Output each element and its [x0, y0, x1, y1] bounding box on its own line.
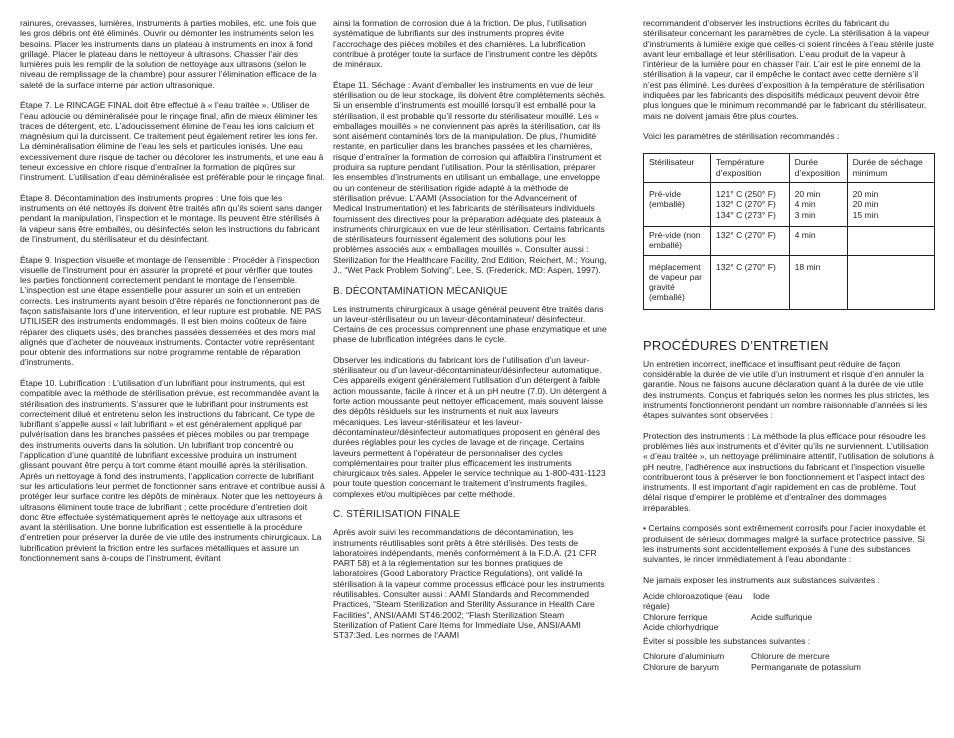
table-header-cell: Durée d’exposition	[789, 154, 847, 183]
table-cell: Pré-vide (emballé)	[644, 183, 711, 227]
paragraph-corrosive-compounds: • Certains composés sont extrêmement corrosifs pour l’acier inoxydable et produisent de sérieux dommages malgré la surface protectrice passive. Si les instruments sont accidentellement exposés à l’une des substances suivantes, le rincer immédiatement à l’eau abondante :	[643, 523, 926, 565]
table-cell: 20 min 20 min 15 min	[847, 183, 934, 227]
paragraph-maintenance-intro: Un entretien incorrect, inefficace et insuffisant peut réduire de façon considérable la durée de vie utile d’un instrument et risque d’en annuler la garantie. Nous ne faisons aucune déclaration quant à la durée de vie utile des instruments. Conçus et fabriqués selon les normes les plus strictes, les instruments fonctionneront pendant un nombre raisonnable d’années si les étapes suivantes sont observées :	[643, 358, 930, 421]
table-header-cell: Stérilisateur	[644, 154, 711, 183]
text-column-1	[20, 18, 325, 563]
paragraph-washer-instructions: Observer les indications du fabricant lors de l’utilisation d’un laveur-stérilisateur ou d’un laveur-décontaminateur/désinfecteur automatique. Ces appareils exigent généralement l’utilisation d’un détergent à faible action moussante, facile à rincer et à un pH neutre (7.0). Un détergent à forte action moussante peut nettoyer efficacement, mais souvent laisse des dépôts résiduels sur les instruments et nuit aux laveurs mécaniques. Les laveur-stérilisateur et les laveur-décontaminateur/désinfecteur automatiques proposent en général des durées réglables pour les cycles de lavage et de rinçage. Certains laveurs permettent à l’opérateur de personnaliser des cycles complémentaires pour traiter plus efficacement les instruments chirurgicaux très sales. Appeler le service technique au 1-800-431-1123 pour toute question concernant le traitement d’instruments fragiles, complexes et/ou multipièces par cette méthode.	[333, 354, 607, 499]
table-row	[644, 255, 935, 309]
list-item: Chlorure de mercure	[751, 651, 830, 662]
never-expose-list	[643, 591, 935, 632]
list-item: Iode	[753, 590, 770, 601]
table-header-row	[644, 154, 935, 183]
table-header-cell: Durée de séchage minimum	[847, 154, 934, 183]
table-cell	[847, 226, 934, 255]
text-column-2	[333, 18, 608, 640]
table-cell: 132° C (270° F)	[710, 255, 789, 309]
heading-final-sterilization: C. STÉRILISATION FINALE	[333, 509, 461, 521]
paragraph-washer-types: Les instruments chirurgicaux à usage général peuvent être traités dans un laveur-stérilisateur ou un laveur-décontaminateur/ désinfecteur. Certains de ces processus comprennent une phase enzymatique et une phase de lubrification intégrées dans le cycle.	[333, 303, 607, 345]
paragraph-aami-recommendations: recommandent d’observer les instructions écrites du fabricant du stérilisateur concernant les paramètres de cycle. La stérilisation à la vapeur d’instruments à lumière exige que celles-ci soient rincées à l’eau stérile juste avant leur emballage et leur stérilisation. L’eau produit de la vapeur à l’intérieur de la lumière pour en chasser l’air. L’air est le pire ennemi de la stérilisation à la vapeur, car il empêche le contact avec cette dernière s’il n’est pas éliminé. Les durées d’exposition à la température de stérilisation indiquées par les fabricants des dispositifs médicaux peuvent devoir être plus longues que le minimum recommandé par le fabricant du stérilisateur, mais ne doivent jamais être plus courtes.	[643, 18, 934, 121]
list-item: Acide chloroazotique (eau régale)	[643, 590, 743, 612]
paragraph-step-11-drying: Étape 11. Séchage : Avant d’emballer les instruments en vue de leur stérilisation ou de leur stockage, ils doivent être complètements séchés. Si un ensemble d’instruments est mouillé lorsqu’il est emballé pour la stérilisation, il est probable qu’il ressorte du stérilisateur mouillé. Les « emballages mouillés » ne conviennent pas après la stérilisation, car ils sont aisément contaminés lors de la manipulation. De plus, l’humidité restante, en particulier dans les branches passées et les charnières, risque d’entraîner la formation de corrosion qui affaiblira l’instrument et produira sa rupture pendant l’utilisation. Pour la stérilisation, préparer les ensembles d’instruments en utilisant un emballage, une enveloppe ou un conteneur de stérilisation rigide adapté à la méthode de stérilisation prévue. L’AAMI (Association for the Advancement of Medical Instrumentation) et les fabricants de stérilisateurs individuels fournissent des directives pour la préparation adéquate des plateaux à instruments chirurgicaux en vue de leur stérilisation. Certains fabricants de stérilisateurs fournissent également des solutions pour les problèmes associés aux « emballages mouillés ». Consulter aussi : Sterilization for the Healthcare Facility, 2nd Edition, Reichert, M.; Young, J., “Wet Pack Problem Solving”, Lee, S. (Frederick, MD: Aspen, 1997).	[333, 79, 607, 276]
list-item: Chlorure ferrique	[643, 611, 708, 622]
paragraph-step-10-lubrication: Étape 10. Lubrification : L’utilisation d’un lubrifiant pour instruments, qui est compatible avec la méthode de stérilisation prévue, est recommandée avant la stérilisation des instruments. S’assurer que le lubrifiant pour instruments est correctement dilué et entretenu selon les instructions du fabricant. Ce type de lubrifiant s’appelle aussi « lait lubrifiant » et est généralement appliqué par pulvérisation dans les branches passées et pièces mobiles ou par trempage des instruments ouverts dans la solution. Un lubrifiant trop concentré ou l’application d’une quantité de lubrifiant excessive produira un instrument glissant pouvant être perçu à tort comme étant mouillé après la stérilisation. Après un nettoyage à fond des instruments, l’application correcte de lubrifiant sur les articulations leur permet de fonctionner sans entrave et contribue aussi à protéger leur surface contre les dépôts de minéraux. Noter que les nettoyeurs à ultrasons éliminent toute trace de lubrifiant ; cette procédure d’entretien doit donc être effectuée systématiquement après le nettoyage aux ultrasons et avant la stérilisation. Une bonne lubrification est essentielle à la procédure d’entretien pour préserver la durée de vie utile des instruments chirurgicaux. La lubrification prévient la friction entre les surfaces métalliques et assure un fonctionnement sans à-coups de l’instrument, évitant	[20, 377, 325, 563]
table-cell: Pré-vide (non emballé)	[644, 226, 711, 255]
table-cell: 121° C (250° F) 132° C (270° F) 134° C (273° F)	[710, 183, 789, 227]
table-cell: 18 min	[789, 255, 847, 309]
text-column-3	[643, 18, 935, 672]
list-item	[751, 622, 935, 632]
table-header-cell: Température d’exposition	[710, 154, 789, 183]
table-cell: méplacement de vapeur par gravité (emballé)	[644, 255, 711, 309]
sterilization-parameters-table	[643, 153, 935, 309]
list-item: Permanganate de potassium	[751, 661, 861, 672]
paragraph-step-8-decontamination: Étape 8. Décontamination des instruments propres : Une fois que les instruments on été nettoyés ils doivent être traités afin qu’ils soient sans danger pendant la manipulation, l’inspection et le montage. Ils peuvent être stérilisés à la vapeur sans être emballés, ou désinfectés selon les instructions du fabricant de l’instrument, du stérilisateur et du désinfectant.	[20, 192, 323, 245]
paragraph-never-expose: Ne jamais exposer les instruments aux substances suivantes :	[643, 574, 880, 585]
paragraph-avoid-if-possible: Éviter si possible les substances suivantes :	[643, 636, 811, 647]
list-item: Chlorure de baryum	[643, 661, 719, 672]
paragraph-lubrication-continued: ainsi la formation de corrosion due à la friction. De plus, l’utilisation systématique de lubrifiants sur des instruments propres évite l’accrochage des pièces mobiles et des charnières. La lubrification contribue à protéger toute la surface de l’instrument contre les dépôts de minéraux.	[333, 18, 598, 70]
table-row	[644, 226, 935, 255]
heading-mechanical-decontamination: B. DÉCONTAMINATION MÉCANIQUE	[333, 285, 508, 297]
paragraph-instrument-protection: Protection des instruments : La méthode la plus efficace pour résoudre les problèmes liés aux instruments et d’éviter qu’ils ne surviennent. L’utilisation « d’eau traitée », un nettoyage préliminaire attentif, l’utilisation de solutions à pH neutre, l’adhérence aux instructions du fabricant et l’inspection visuelle contribueront tous à préserver le bon fonctionnement et l’aspect intact des instruments. Il est important d’agir rapidement en cas de problème. Tout délai risque d’empirer le problème et d’entraîner des dommages irréparables.	[643, 430, 934, 513]
paragraph-parameters-intro: Voici les paramètres de stérilisation recommandés :	[643, 131, 840, 142]
avoid-list	[643, 651, 935, 672]
list-item: Chlorure d’aluminium	[643, 651, 725, 662]
table-cell: 20 min 4 min 3 min	[789, 183, 847, 227]
list-item: Acide chlorhydrique	[643, 621, 719, 632]
table-row	[644, 183, 935, 227]
paragraph-step-7-final-rinse: Étape 7. Le RINCAGE FINAL doit être effectué à « l’eau traitée ». Utiliser de l’eau adoucie ou déminéralisée pour le rinçage final, afin de mieux éliminer les traces de détergent, etc. L’adoucissement élimine de l’eau les ions calcium et magnésium qui la durcissent. Ce traitement peut également retirer les ions fer. La déminéralisation élimine de l’eau les sels et particules ionisés. Une eau excessivement dure risque de tacher ou décolorer les instruments, et une eau à teneur excessive en chlore risque d’entraîner la formation de piqûres sur l’instrument. L’utilisation d’eau déminéralisée est préférable pour le rinçage final.	[20, 100, 325, 183]
paragraph-step-9-inspection: Étape 9. Inspection visuelle et montage de l’ensemble : Procéder à l’inspection visuelle de l’instrument pour en assurer la propreté et pour vérifier que toutes les parties fonctionnent correctement pendant le montage de l’ensemble. L’inspection est une étape essentielle pour assurer un soin et un entretien corrects. Les instruments ayant besoin d’être réparés ne fonctionneront pas de façon satisfaisante lors d’une intervention, et leur rupture est probable. NE PAS UTILISER des instruments endommagés. Il est bien moins coûteux de faire réparer des cliquets usés, des branches passées desserrées et des mors mal alignés que d’acheter de nouveaux instruments. Contacter votre représentant pour obtenir des informations sur notre programme rentable de réparation d’instruments.	[20, 254, 322, 368]
heading-maintenance-procedures: PROCÉDURES D’ENTRETIEN	[643, 337, 829, 353]
paragraph-sterilization-validation: Après avoir suivi les recommandations de décontamination, les instruments réutilisables sont prêts à être stérilisés. Des tests de laboratoires indépendants, menés conformément à la F.D.A. (21 CFR PART 58) et à la réglementation sur les bonnes pratiques de laboratoires (Good Laboratory Practice Regulations), ont validé la stérilisation à la vapeur comme processus efficace pour les instruments réutilisables. Consulter aussi : AAMI Standards and Recommended Practices, “Steam Sterilization and Sterility Assurance in Health Care Facilities”, ANSI/AAMI ST46:2002; “Flash Sterilization Steam Sterilization of Patient Care Items for Immediate Use, ANSI/AAMI ST37:3ed. Les normes de l’AAMI	[333, 527, 605, 641]
list-item: Acide sulfurique	[751, 611, 813, 622]
table-cell: 4 min	[789, 226, 847, 255]
table-cell	[847, 255, 934, 309]
paragraph-ultrasonic-continued: rainures, crevasses, lumières, instruments à parties mobiles, etc. une fois que les gros débris ont été éliminés. Ouvrir ou démonter les instruments selon les besoins. Placer les instruments dans un plateau à instruments en inox à fond grillagé. Placer le plateau dans le nettoyeur à ultrasons. Chasser l’air des lumières puis les remplir de la solution de nettoyage aux ultrasons (selon le niveau de remplissage de la chambre) pour assurer l’élimination efficace de la saleté de la surface interne par action ultrasonique.	[20, 18, 317, 90]
table-cell: 132° C (270° F)	[710, 226, 789, 255]
